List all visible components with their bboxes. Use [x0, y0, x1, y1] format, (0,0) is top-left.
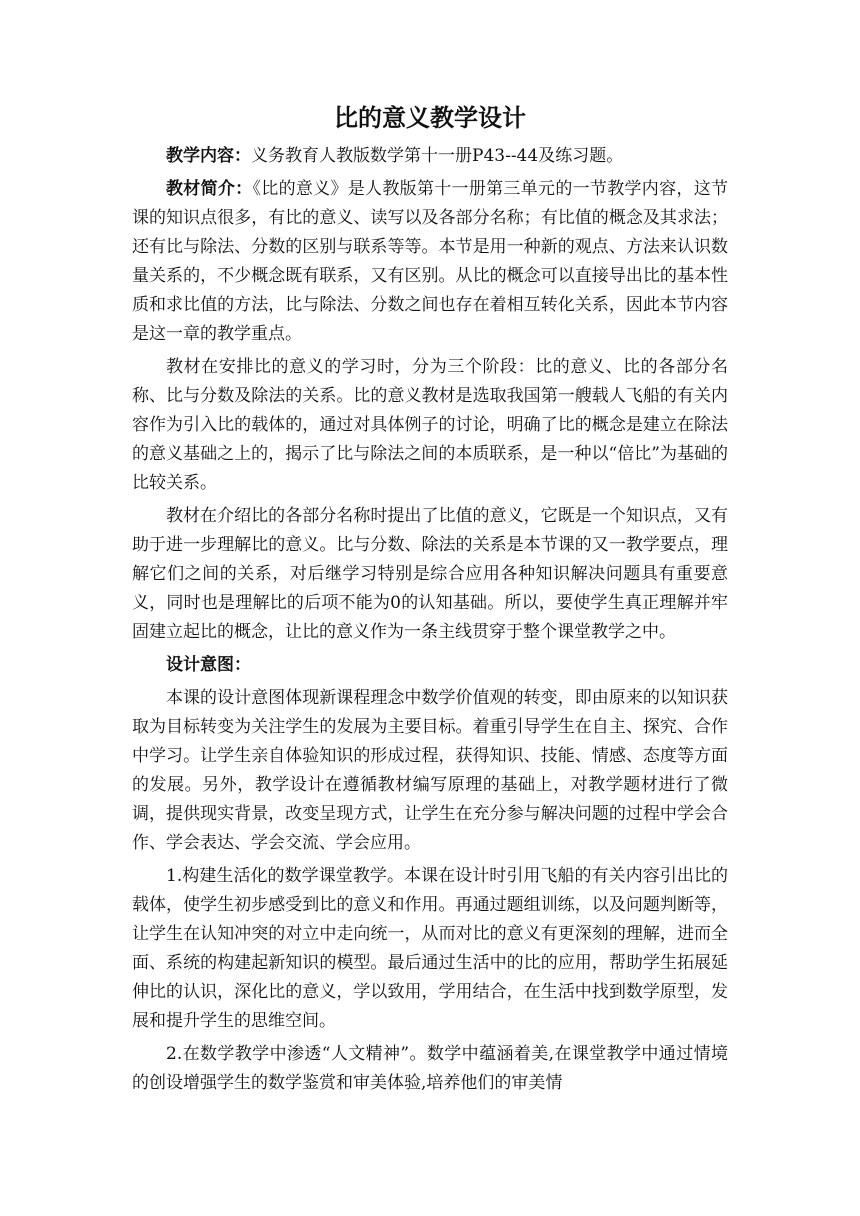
point-1-paragraph: 1.构建生活化的数学课堂教学。本课在设计时引用飞船的有关内容引出比的载体，使学生初步感受到比的意义和作用。再通过题组训练，以及问题判断等，让学生在认知冲突的对立中走向统一，从而对比的意义有更深刻的理解，进而全面、系统的构建起新知识的模型。最后通过生活中的比的应用，帮助学生拓展延伸比的认识，深化比的意义，学以致用，学用结合，在生活中找到数学原型，发展和提升学生的思维空间。	[132, 866, 728, 1031]
document-page	[132, 100, 728, 1102]
textbook-intro-label: 教材简介：	[166, 179, 253, 199]
design-intent-paragraph: 本课的设计意图体现新课程理念中数学价值观的转变，即由原来的以知识获取为目标转变为关注学生的发展为主要目标。着重引导学生在自主、探究、合作中学习。让学生亲自体验知识的形成过程，获得知识、技能、情感、态度等方面的发展。另外，教学设计在遵循教材编写原理的基础上，对教学题材进行了微调，提供现实背景，改变呈现方式，让学生在充分参与解决问题的过程中学会合作、学会表达、学会交流、学会应用。	[132, 688, 728, 853]
teaching-content-paragraph	[132, 142, 728, 171]
design-intent-heading: 设计意图：	[166, 655, 251, 675]
textbook-intro-text: 《比的意义》是人教版第十一册第三单元的一节教学内容，这节课的知识点很多，有比的意义、读写以及各部分名称；有比值的概念及其求法；还有比与除法、分数的区别与联系等等。本节是用一种新的观点、方法来认识数量关系的，不少概念既有联系，又有区别。从比的概念可以直接导出比的基本性质和求比值的方法，比与除法、分数之间也存在着相互转化关系，因此本节内容是这一章的教学重点。	[132, 179, 728, 344]
teaching-content-label: 教学内容：	[166, 146, 251, 166]
document-title: 比的意义教学设计	[334, 103, 526, 132]
teaching-content-text: 义务教育人教版数学第十一册P43--44及练习题。	[251, 146, 624, 166]
point-2-paragraph: 2.在数学教学中渗透“人文精神”。数学中蕴涵着美,在课堂教学中通过情境的创设增强学生的数学鉴赏和审美体验,培养他们的审美情	[132, 1044, 728, 1093]
textbook-intro-paragraph	[132, 175, 728, 349]
stages-paragraph: 教材在安排比的意义的学习时，分为三个阶段：比的意义、比的各部分名称、比与分数及除法的关系。比的意义教材是选取我国第一艘载人飞船的有关内容作为引入比的载体的，通过对具体例子的讨论，明确了比的概念是建立在除法的意义基础之上的，揭示了比与除法之间的本质联系，是一种以“倍比”为基础的比较关系。	[132, 357, 728, 493]
ratio-value-paragraph: 教材在介绍比的各部分名称时提出了比值的意义，它既是一个知识点，又有助于进一步理解比的意义。比与分数、除法的关系是本节课的又一教学要点，理解它们之间的关系，对后继学习特别是综合应用各种知识解决问题具有重要意义，同时也是理解比的后项不能为0的认知基础。所以，要使学生真正理解并牢固建立起比的概念，让比的意义作为一条主线贯穿于整个课堂教学之中。	[132, 506, 728, 642]
